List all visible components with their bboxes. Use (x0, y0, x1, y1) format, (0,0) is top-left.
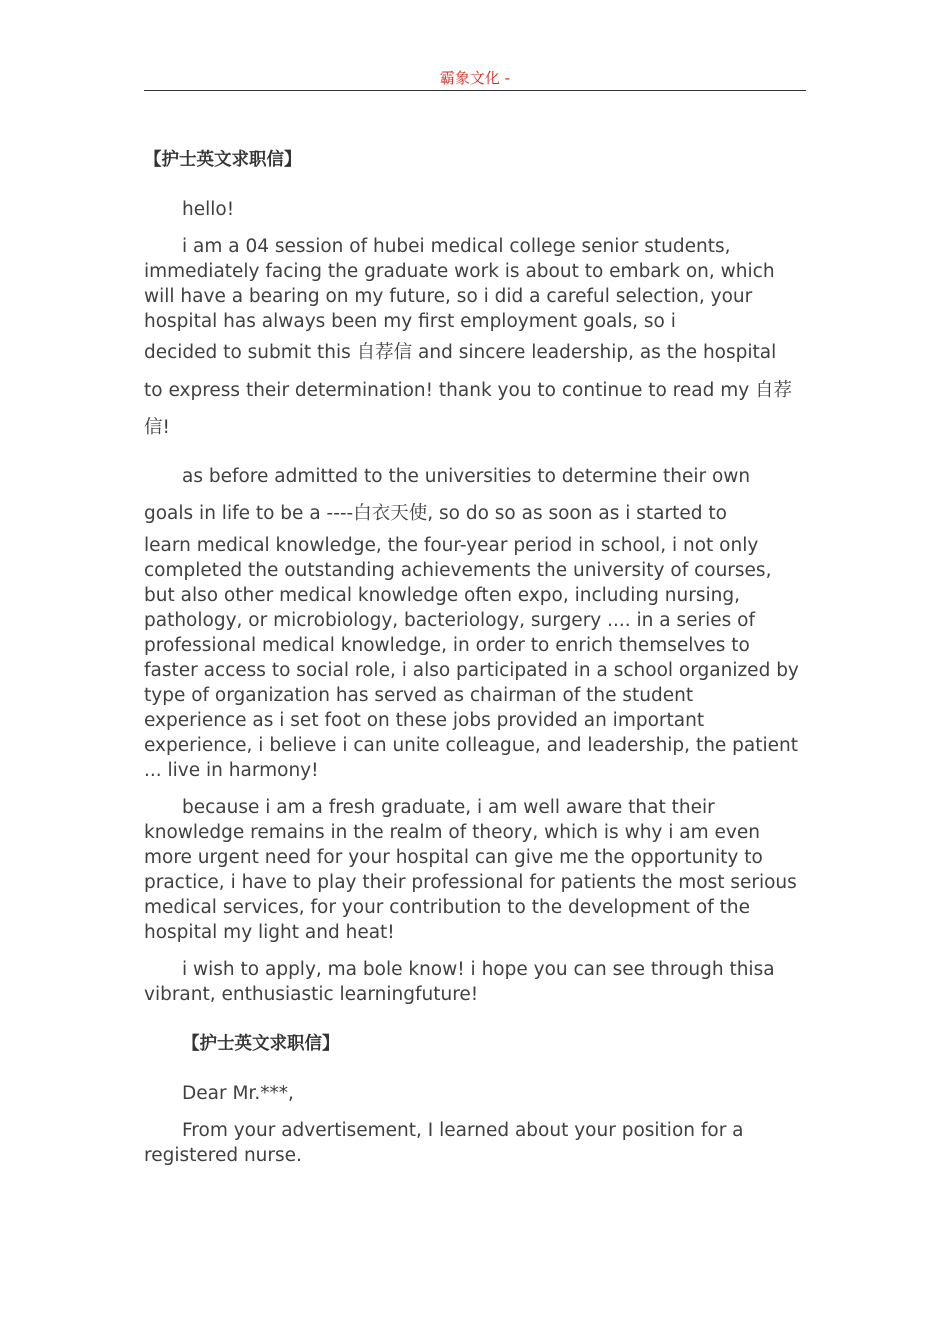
document-body (144, 148, 799, 1168)
letter1-paragraph-3: because i am a fresh graduate, i am well aware that their knowledge remains in the realm of theory, which is why i am even more urgent need for your hospital can give me the opportunity to practice, i have to play their professional for patients the most serious medical services, for your contribution to the development of the hospital my light and heat! (144, 796, 797, 943)
page-header: 霸象文化 - (439, 69, 511, 87)
letter1-p2-part1: as before admitted to the universities to determine their own goals in life to be a ----白衣天使, so do so as soon as i started to (144, 465, 751, 524)
letter1-p1-part2: decided to submit this 自荐信 and sincere leadership, as the hospital to express their determination! thank you to continue to read my 自荐信! (144, 342, 793, 438)
letter1-greeting: hello! (182, 199, 235, 220)
letter1-paragraph-4: i wish to apply, ma bole know! i hope you can see through thisa vibrant, enthusiastic learningfuture! (144, 958, 775, 1005)
letter2-title: 【护士英文求职信】 (182, 1033, 340, 1054)
letter1-p2-part2: learn medical knowledge, the four-year period in school, i not only completed the outstanding achievements the university of courses, but also other medical knowledge often expo, including nursing, pathology, or microbiology, bacteriology, surgery .... in a series of professional medical knowledge, in order to enrich themselves to faster access to social role, i also participated in a school organized by type of organization has served as chairman of the student experience as i set foot on these jobs provided an important experience, i believe i can unite colleague, and leadership, the patient ... live in harmony! (144, 534, 799, 781)
header-rule (144, 90, 806, 91)
letter1-paragraph-1 (144, 234, 799, 447)
letter2-paragraph-1: From your advertisement, I learned about your position for a registered nurse. (144, 1119, 744, 1166)
letter1-paragraph-2 (144, 458, 799, 783)
letter1-p1-part1: i am a 04 session of hubei medical college senior students, immediately facing the graduate work is about to embark on, which will have a bearing on my future, so i did a careful selection, your hospital has always been my first employment goals, so i (144, 236, 775, 332)
letter1-title: 【护士英文求职信】 (144, 150, 302, 170)
letter2-greeting: Dear Mr.***, (182, 1082, 294, 1104)
